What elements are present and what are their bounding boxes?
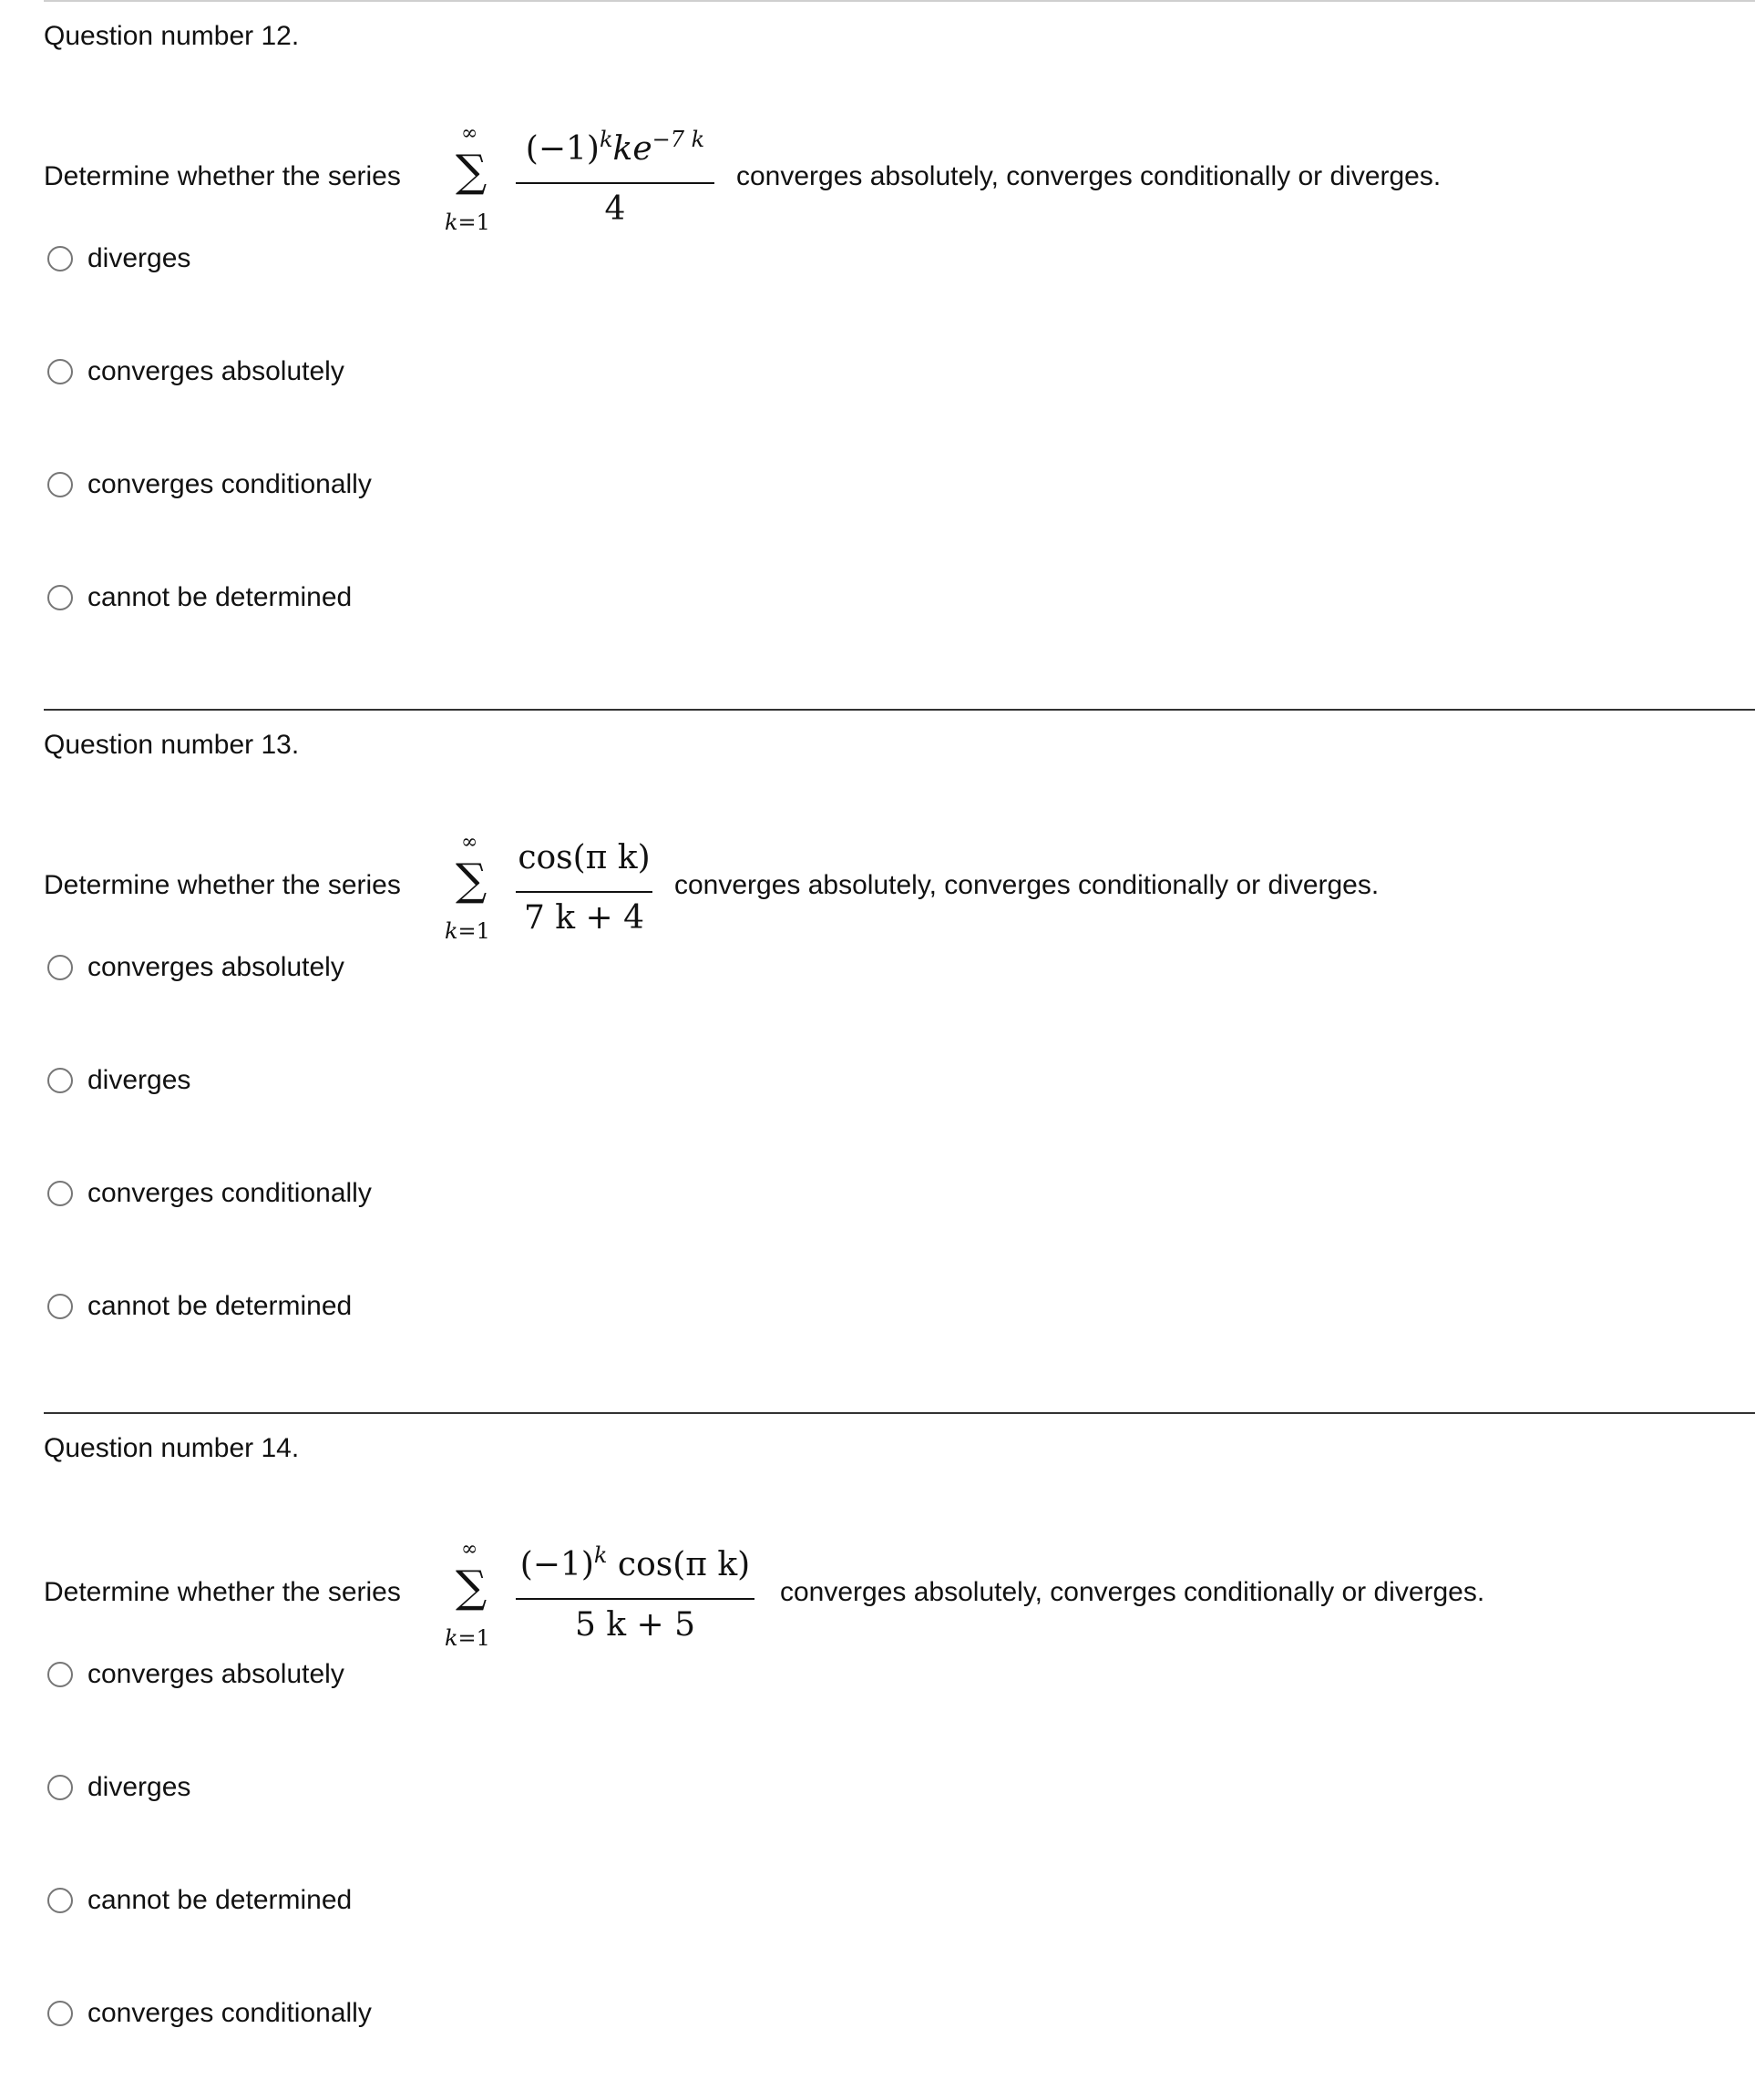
fraction xyxy=(516,1536,754,1673)
index-start: =1 xyxy=(457,918,490,944)
fraction xyxy=(516,829,652,966)
numerator xyxy=(516,1542,754,1585)
sum-lower-limit xyxy=(445,1627,490,1649)
option-label: converges conditionally xyxy=(87,469,372,499)
index-start: =1 xyxy=(457,210,490,235)
numerator-base: (−1) xyxy=(525,130,600,168)
option-cannot-be-determined[interactable] xyxy=(47,1286,352,1327)
sigma-symbol: ∑ xyxy=(456,146,488,197)
option-converges-absolutely[interactable] xyxy=(47,1654,344,1695)
index-variable: k xyxy=(445,210,458,235)
radio-button[interactable] xyxy=(47,1775,73,1800)
option-converges-conditionally[interactable] xyxy=(47,1173,372,1214)
question-number: Question number 13. xyxy=(44,730,300,760)
fraction xyxy=(516,120,714,257)
numerator-term: cos(π k) xyxy=(607,1546,751,1583)
numerator-base: (−1) xyxy=(519,1546,594,1583)
radio-button[interactable] xyxy=(47,359,73,384)
sigma-symbol: ∑ xyxy=(456,1562,488,1613)
numerator xyxy=(516,129,714,169)
fraction-bar xyxy=(516,891,652,893)
option-label: converges absolutely xyxy=(87,1659,344,1689)
denominator: 4 xyxy=(604,190,626,228)
option-cannot-be-determined[interactable] xyxy=(47,1880,352,1921)
question-prompt xyxy=(44,120,1739,257)
option-converges-absolutely[interactable] xyxy=(47,948,344,988)
option-label: diverges xyxy=(87,1065,191,1095)
radio-button[interactable] xyxy=(47,1294,73,1319)
option-diverges[interactable] xyxy=(47,1060,190,1101)
fraction-bar xyxy=(516,182,714,184)
summation xyxy=(441,829,507,966)
radio-button[interactable] xyxy=(47,472,73,497)
option-label: converges conditionally xyxy=(87,1178,372,1208)
option-converges-absolutely[interactable] xyxy=(47,352,344,392)
sum-lower-limit xyxy=(445,920,490,942)
option-label: diverges xyxy=(87,1772,191,1802)
index-variable: k xyxy=(445,918,458,944)
option-label: converges absolutely xyxy=(87,356,344,386)
sum-upper-limit: ∞ xyxy=(461,831,478,854)
radio-button[interactable] xyxy=(47,1888,73,1913)
index-start: =1 xyxy=(457,1625,490,1651)
radio-button[interactable] xyxy=(47,585,73,610)
numerator-exponent: k xyxy=(599,127,613,152)
numerator-exponent-2: −7 k xyxy=(652,127,705,152)
option-diverges[interactable] xyxy=(47,1767,190,1808)
question-divider xyxy=(44,1412,1755,1414)
sigma-symbol: ∑ xyxy=(456,855,488,906)
prompt-before-text: Determine whether the series xyxy=(44,161,401,191)
radio-button[interactable] xyxy=(47,955,73,980)
option-diverges[interactable] xyxy=(47,239,190,279)
denominator: 7 k + 4 xyxy=(523,899,645,937)
radio-button[interactable] xyxy=(47,2001,73,2026)
sum-lower-limit xyxy=(445,211,490,233)
option-label: converges conditionally xyxy=(87,1998,372,2028)
option-label: converges absolutely xyxy=(87,952,344,982)
option-cannot-be-determined[interactable] xyxy=(47,578,352,618)
radio-button[interactable] xyxy=(47,1662,73,1687)
option-converges-conditionally[interactable] xyxy=(47,1993,372,2033)
radio-button[interactable] xyxy=(47,246,73,271)
index-variable: k xyxy=(445,1625,458,1651)
question-prompt xyxy=(44,829,1739,966)
numerator-term: ke xyxy=(612,130,652,168)
question-divider xyxy=(44,709,1755,711)
prompt-after-text: converges absolutely, converges conditionally or diverges. xyxy=(780,1577,1485,1607)
denominator: 5 k + 5 xyxy=(574,1606,696,1644)
summation xyxy=(441,1536,507,1673)
option-label: diverges xyxy=(87,243,191,273)
prompt-before-text: Determine whether the series xyxy=(44,1577,401,1607)
option-converges-conditionally[interactable] xyxy=(47,465,372,505)
radio-button[interactable] xyxy=(47,1068,73,1093)
option-label: cannot be determined xyxy=(87,1291,353,1321)
sum-upper-limit: ∞ xyxy=(461,122,478,145)
prompt-before-text: Determine whether the series xyxy=(44,870,401,900)
numerator-exponent: k xyxy=(593,1542,608,1568)
prompt-after-text: converges absolutely, converges conditionally or diverges. xyxy=(674,870,1380,900)
top-divider xyxy=(44,0,1755,2)
question-number: Question number 12. xyxy=(44,21,300,51)
radio-button[interactable] xyxy=(47,1181,73,1206)
question-number: Question number 14. xyxy=(44,1433,300,1463)
sum-upper-limit: ∞ xyxy=(461,1538,478,1561)
fraction-bar xyxy=(516,1598,754,1600)
option-label: cannot be determined xyxy=(87,1885,353,1915)
numerator: cos(π k) xyxy=(518,839,651,876)
question-prompt xyxy=(44,1536,1739,1673)
option-label: cannot be determined xyxy=(87,582,353,612)
summation xyxy=(441,120,507,257)
prompt-after-text: converges absolutely, converges conditionally or diverges. xyxy=(736,161,1442,191)
